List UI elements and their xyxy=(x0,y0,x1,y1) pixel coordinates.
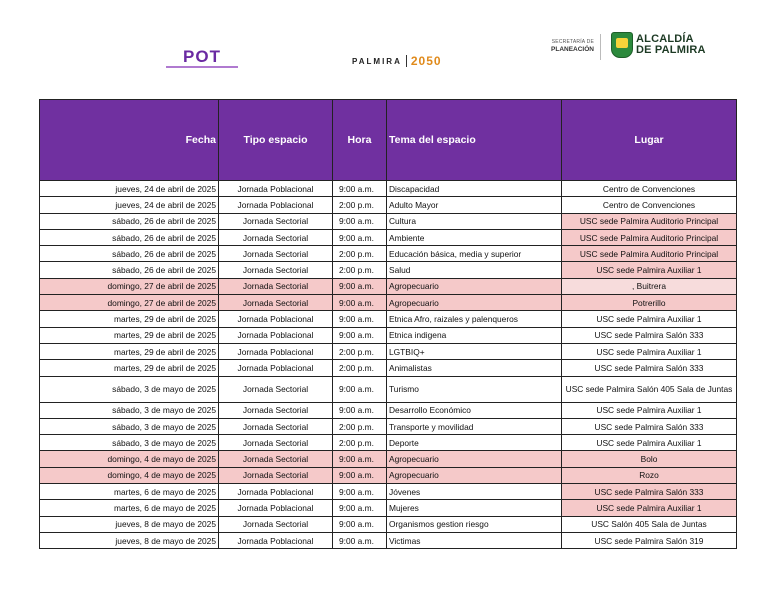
cell-lugar: USC sede Palmira Auxiliar 1 xyxy=(562,343,737,359)
table-row xyxy=(40,360,737,376)
cell-tema: Jóvenes xyxy=(387,484,562,500)
cell-hora: 2:00 p.m. xyxy=(333,418,387,434)
cell-tema: Ambiente xyxy=(387,229,562,245)
cell-hora: 9:00 a.m. xyxy=(333,295,387,311)
column-header-fecha: Fecha xyxy=(40,100,219,181)
pot-logo-text: POT xyxy=(183,47,221,66)
cell-lugar: USC sede Palmira Auditorio Principal xyxy=(562,229,737,245)
cell-fecha: jueves, 8 de mayo de 2025 xyxy=(40,516,219,532)
cell-lugar: USC sede Palmira Auditorio Principal xyxy=(562,213,737,229)
table-row xyxy=(40,246,737,262)
cell-tipo-espacio: Jornada Sectorial xyxy=(219,402,333,418)
cell-lugar: Centro de Convenciones xyxy=(562,181,737,197)
cell-tipo-espacio: Jornada Sectorial xyxy=(219,418,333,434)
cell-lugar: USC sede Palmira Salón 333 xyxy=(562,418,737,434)
cell-lugar: USC sede Palmira Salón 333 xyxy=(562,327,737,343)
table-row xyxy=(40,418,737,434)
cell-hora: 9:00 a.m. xyxy=(333,327,387,343)
header-logos xyxy=(0,0,768,95)
table-row xyxy=(40,343,737,359)
cell-hora: 9:00 a.m. xyxy=(333,467,387,483)
cell-fecha: domingo, 4 de mayo de 2025 xyxy=(40,467,219,483)
logo-divider xyxy=(600,34,601,60)
table-row xyxy=(40,295,737,311)
table-row xyxy=(40,451,737,467)
cell-fecha: sábado, 26 de abril de 2025 xyxy=(40,213,219,229)
column-header-lugar: Lugar xyxy=(562,100,737,181)
cell-tema: Cultura xyxy=(387,213,562,229)
cell-tema: Adulto Mayor xyxy=(387,197,562,213)
palmira-2050-logo xyxy=(352,54,442,68)
cell-fecha: martes, 6 de mayo de 2025 xyxy=(40,484,219,500)
cell-lugar: Rozo xyxy=(562,467,737,483)
cell-tipo-espacio: Jornada Sectorial xyxy=(219,376,333,402)
cell-hora: 2:00 p.m. xyxy=(333,197,387,213)
cell-tipo-espacio: Jornada Sectorial xyxy=(219,451,333,467)
cell-tipo-espacio: Jornada Sectorial xyxy=(219,278,333,294)
cell-tipo-espacio: Jornada Poblacional xyxy=(219,181,333,197)
cell-hora: 9:00 a.m. xyxy=(333,516,387,532)
cell-lugar: Potrerillo xyxy=(562,295,737,311)
cell-fecha: sábado, 3 de mayo de 2025 xyxy=(40,402,219,418)
cell-fecha: sábado, 26 de abril de 2025 xyxy=(40,262,219,278)
table-row xyxy=(40,500,737,516)
cell-hora: 9:00 a.m. xyxy=(333,451,387,467)
cell-lugar: , Buitrera xyxy=(562,278,737,294)
cell-tipo-espacio: Jornada Poblacional xyxy=(219,327,333,343)
cell-tipo-espacio: Jornada Sectorial xyxy=(219,246,333,262)
cell-tema: Agropecuario xyxy=(387,467,562,483)
table-row xyxy=(40,262,737,278)
table-row xyxy=(40,467,737,483)
alcaldia-line2: DE PALMIRA xyxy=(636,44,706,56)
cell-hora: 9:00 a.m. xyxy=(333,376,387,402)
cell-hora: 2:00 p.m. xyxy=(333,262,387,278)
table-row xyxy=(40,532,737,548)
cell-lugar: USC Salón 405 Sala de Juntas xyxy=(562,516,737,532)
cell-tema: Deporte xyxy=(387,435,562,451)
cell-tipo-espacio: Jornada Poblacional xyxy=(219,343,333,359)
cell-tema: Animalistas xyxy=(387,360,562,376)
alcaldia-palmira-logo xyxy=(636,34,706,56)
table-row xyxy=(40,311,737,327)
table-row xyxy=(40,484,737,500)
cell-tipo-espacio: Jornada Poblacional xyxy=(219,532,333,548)
cell-fecha: sábado, 3 de mayo de 2025 xyxy=(40,418,219,434)
cell-fecha: martes, 29 de abril de 2025 xyxy=(40,311,219,327)
cell-lugar: USC sede Palmira Auxiliar 1 xyxy=(562,435,737,451)
cell-fecha: sábado, 26 de abril de 2025 xyxy=(40,246,219,262)
cell-lugar: USC sede Palmira Salón 333 xyxy=(562,484,737,500)
alcaldia-shield-icon xyxy=(611,32,633,58)
cell-fecha: jueves, 8 de mayo de 2025 xyxy=(40,532,219,548)
palmira-logo-separator xyxy=(406,55,407,67)
cell-fecha: jueves, 24 de abril de 2025 xyxy=(40,181,219,197)
cell-tipo-espacio: Jornada Sectorial xyxy=(219,435,333,451)
cell-lugar: Bolo xyxy=(562,451,737,467)
table-header-row xyxy=(40,100,737,181)
table-row xyxy=(40,376,737,402)
cell-hora: 9:00 a.m. xyxy=(333,500,387,516)
cell-fecha: domingo, 27 de abril de 2025 xyxy=(40,278,219,294)
cell-tema: Etnica Afro, raizales y palenqueros xyxy=(387,311,562,327)
pot-logo-underline xyxy=(166,66,238,68)
cell-lugar: Centro de Convenciones xyxy=(562,197,737,213)
cell-fecha: jueves, 24 de abril de 2025 xyxy=(40,197,219,213)
column-header-tema: Tema del espacio xyxy=(387,100,562,181)
cell-tema: Victimas xyxy=(387,532,562,548)
table-row xyxy=(40,402,737,418)
cell-tipo-espacio: Jornada Sectorial xyxy=(219,467,333,483)
cell-lugar: USC sede Palmira Salón 319 xyxy=(562,532,737,548)
cell-tipo-espacio: Jornada Sectorial xyxy=(219,262,333,278)
cell-hora: 2:00 p.m. xyxy=(333,360,387,376)
cell-tema: Transporte y movilidad xyxy=(387,418,562,434)
cell-tipo-espacio: Jornada Poblacional xyxy=(219,197,333,213)
pot-logo xyxy=(166,47,238,70)
cell-lugar: USC sede Palmira Auxiliar 1 xyxy=(562,262,737,278)
palmira-logo-word: PALMIRA xyxy=(352,56,402,66)
cell-hora: 9:00 a.m. xyxy=(333,532,387,548)
cell-tipo-espacio: Jornada Poblacional xyxy=(219,311,333,327)
table-row xyxy=(40,278,737,294)
cell-tema: Agropecuario xyxy=(387,451,562,467)
cell-tema: Desarrollo Económico xyxy=(387,402,562,418)
cell-hora: 9:00 a.m. xyxy=(333,278,387,294)
cell-hora: 2:00 p.m. xyxy=(333,343,387,359)
cell-hora: 9:00 a.m. xyxy=(333,181,387,197)
cell-hora: 9:00 a.m. xyxy=(333,229,387,245)
table-row xyxy=(40,213,737,229)
cell-tipo-espacio: Jornada Sectorial xyxy=(219,213,333,229)
cell-tema: Mujeres xyxy=(387,500,562,516)
column-header-tipo-espacio: Tipo espacio xyxy=(219,100,333,181)
cell-tipo-espacio: Jornada Poblacional xyxy=(219,360,333,376)
cell-fecha: sábado, 3 de mayo de 2025 xyxy=(40,376,219,402)
cell-hora: 9:00 a.m. xyxy=(333,402,387,418)
cell-hora: 2:00 p.m. xyxy=(333,246,387,262)
cell-hora: 9:00 a.m. xyxy=(333,213,387,229)
cell-fecha: sábado, 3 de mayo de 2025 xyxy=(40,435,219,451)
cell-tema: Discapacidad xyxy=(387,181,562,197)
cell-lugar: USC sede Palmira Auditorio Principal xyxy=(562,246,737,262)
cell-hora: 9:00 a.m. xyxy=(333,311,387,327)
cell-lugar: USC sede Palmira Auxiliar 1 xyxy=(562,311,737,327)
cell-tema: Turismo xyxy=(387,376,562,402)
secretaria-line2: PLANEACIÓN xyxy=(551,46,594,53)
cell-hora: 9:00 a.m. xyxy=(333,484,387,500)
cell-fecha: sábado, 26 de abril de 2025 xyxy=(40,229,219,245)
cell-tipo-espacio: Jornada Sectorial xyxy=(219,516,333,532)
table-row xyxy=(40,229,737,245)
secretaria-planeacion-logo xyxy=(548,38,594,54)
palmira-logo-year: 2050 xyxy=(410,54,442,68)
cell-lugar: USC sede Palmira Auxiliar 1 xyxy=(562,402,737,418)
alcaldia-line1: ALCALDÍA xyxy=(636,33,694,45)
cell-tema: Etnica indigena xyxy=(387,327,562,343)
cell-fecha: domingo, 4 de mayo de 2025 xyxy=(40,451,219,467)
cell-tipo-espacio: Jornada Poblacional xyxy=(219,500,333,516)
table-row xyxy=(40,181,737,197)
cell-tipo-espacio: Jornada Sectorial xyxy=(219,229,333,245)
cell-lugar: USC sede Palmira Salón 333 xyxy=(562,360,737,376)
cell-tema: Agropecuario xyxy=(387,278,562,294)
cell-tipo-espacio: Jornada Poblacional xyxy=(219,484,333,500)
cell-tipo-espacio: Jornada Sectorial xyxy=(219,295,333,311)
cell-lugar: USC sede Palmira Salón 405 Sala de Juntas xyxy=(562,376,737,402)
cell-fecha: domingo, 27 de abril de 2025 xyxy=(40,295,219,311)
cell-fecha: martes, 29 de abril de 2025 xyxy=(40,343,219,359)
table-row xyxy=(40,327,737,343)
cell-lugar: USC sede Palmira Auxiliar 1 xyxy=(562,500,737,516)
schedule-table xyxy=(39,99,737,549)
cell-fecha: martes, 29 de abril de 2025 xyxy=(40,360,219,376)
cell-fecha: martes, 6 de mayo de 2025 xyxy=(40,500,219,516)
cell-hora: 2:00 p.m. xyxy=(333,435,387,451)
cell-tema: Agropecuario xyxy=(387,295,562,311)
cell-tema: LGTBIQ+ xyxy=(387,343,562,359)
table-row xyxy=(40,197,737,213)
column-header-hora: Hora xyxy=(333,100,387,181)
cell-tema: Organismos gestion riesgo xyxy=(387,516,562,532)
cell-fecha: martes, 29 de abril de 2025 xyxy=(40,327,219,343)
secretaria-line1: SECRETARÍA DE xyxy=(551,39,594,45)
table-row xyxy=(40,435,737,451)
cell-tema: Educación básica, media y superior xyxy=(387,246,562,262)
cell-tema: Salud xyxy=(387,262,562,278)
table-row xyxy=(40,516,737,532)
